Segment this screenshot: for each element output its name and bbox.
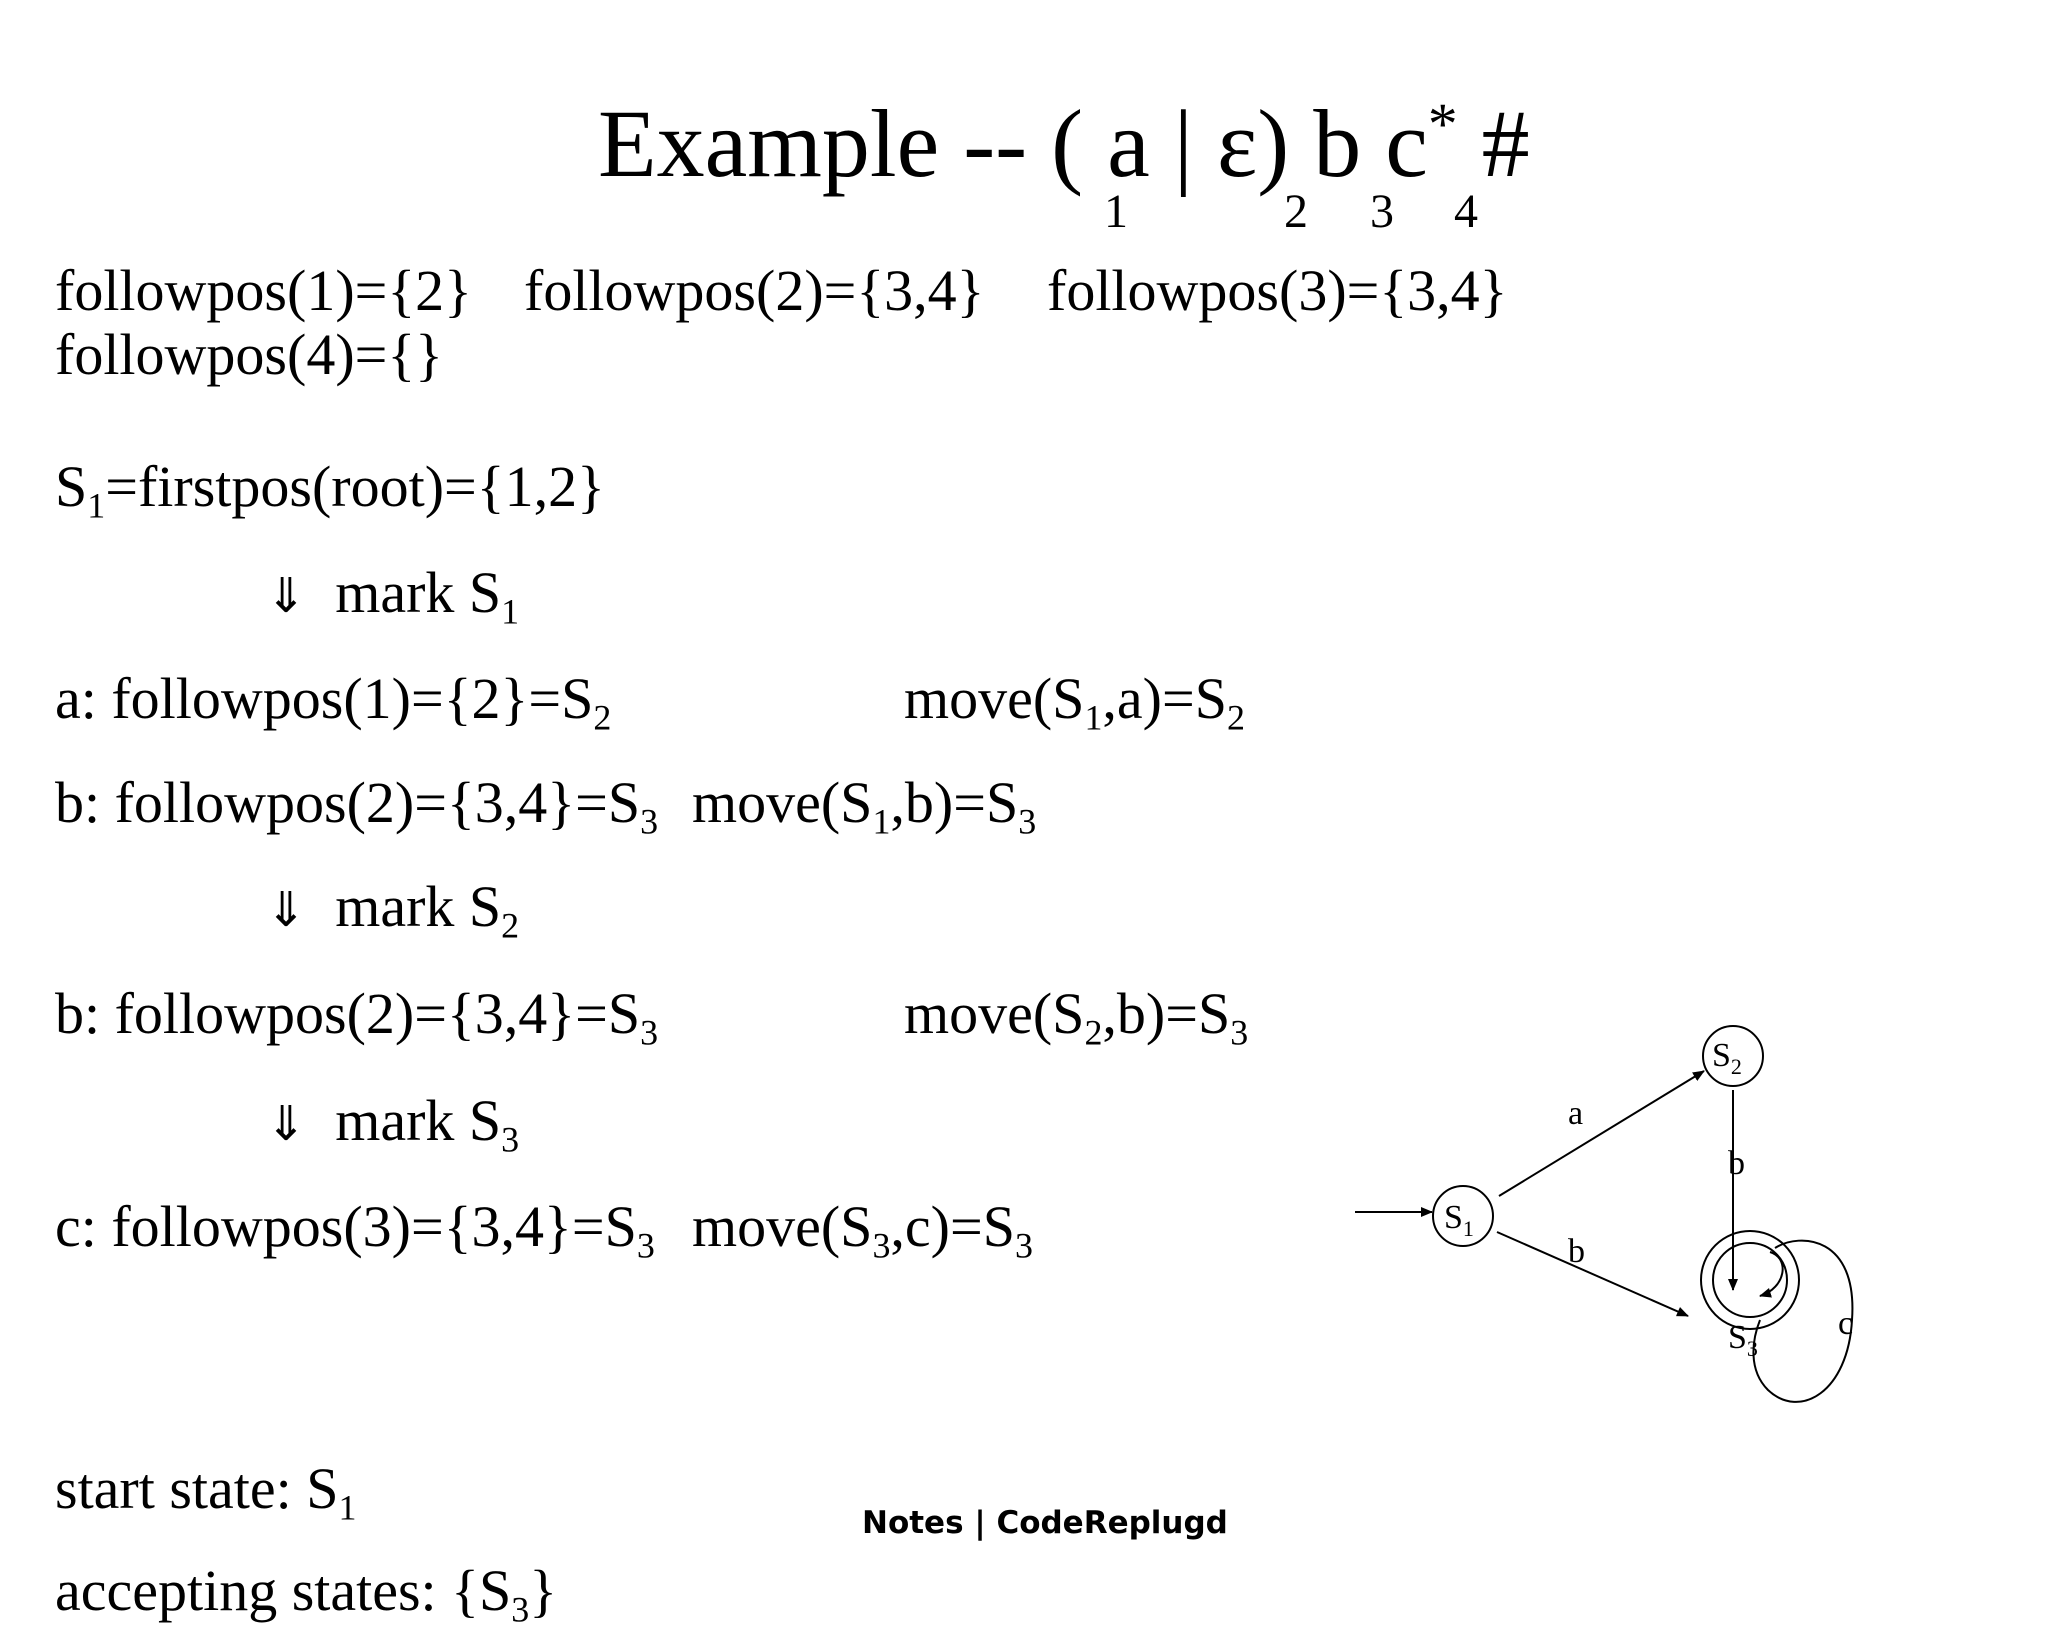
accepting-states-line: accepting states: $\{S_3\}$ — [55, 1558, 558, 1630]
transition-s1-s3 — [1497, 1232, 1688, 1316]
position-1: 1 — [1104, 185, 1128, 238]
state-s3-outer-circle — [1701, 1231, 1799, 1329]
step-c-followpos: c: $followpos(3)=\{3,4\}=S_3$ — [55, 1194, 655, 1266]
title-tail: # — [1457, 90, 1530, 197]
followpos-2: followpos(2)={3,4} — [524, 258, 985, 323]
transition-s3-inner-hook — [1760, 1252, 1783, 1296]
state-s1-label: $S_1$ — [1444, 1199, 1474, 1241]
down-double-arrow-icon: ⇓ — [266, 882, 307, 938]
step-a-followpos: a: $followpos(1)=\{2\}=S_2$ — [55, 666, 612, 738]
followpos-1: followpos(1)={2} — [55, 258, 473, 323]
position-4: 4 — [1454, 185, 1478, 238]
down-double-arrow-icon: ⇓ — [266, 1096, 307, 1152]
down-double-arrow-icon: ⇓ — [266, 568, 307, 624]
followpos-4: followpos(4)={} — [55, 322, 444, 387]
state-s2-label: $S_2$ — [1712, 1037, 1742, 1079]
transition-a-label: a — [1568, 1095, 1584, 1132]
step-b2-followpos: b: $followpos(2)=\{3,4\}=S_3$ — [55, 981, 659, 1053]
title-main: Example -- ( a | ε) b c — [598, 90, 1428, 197]
mark-s1: ⇓ mark $S_1$ — [266, 560, 520, 632]
start-state-line: start state: $S_1$ — [55, 1456, 357, 1528]
transition-s1-s2 — [1499, 1071, 1704, 1196]
step-a-move: $move(S_1,a)=S_2$ — [904, 666, 1245, 738]
step-b1-followpos: b: $followpos(2)=\{3,4\}=S_3$ — [55, 770, 659, 842]
s1-definition: $S_1=firstpos(root)=\{1,2\}$ — [55, 454, 605, 526]
step-c-move: $move(S_3,c)=S_3$ — [692, 1194, 1033, 1266]
transition-c-label: c — [1838, 1305, 1854, 1342]
mark-s3: ⇓ mark $S_3$ — [266, 1088, 520, 1160]
step-b1-move: $move(S_1,b)=S_3$ — [692, 770, 1037, 842]
transition-b-lower-label: b — [1568, 1233, 1585, 1270]
state-s3-label: $S_3$ — [1728, 1319, 1758, 1361]
mark-s2: ⇓ mark $S_2$ — [266, 874, 520, 946]
title-star: * — [1427, 90, 1458, 157]
position-3: 3 — [1370, 185, 1394, 238]
footer-credit: Notes | CodeReplugd — [862, 1505, 1228, 1541]
transition-b-vertical-label: b — [1728, 1145, 1745, 1182]
followpos-3: followpos(3)={3,4} — [1047, 258, 1508, 323]
position-2: 2 — [1284, 185, 1308, 238]
step-b2-move: $move(S_2,b)=S_3$ — [904, 981, 1249, 1053]
